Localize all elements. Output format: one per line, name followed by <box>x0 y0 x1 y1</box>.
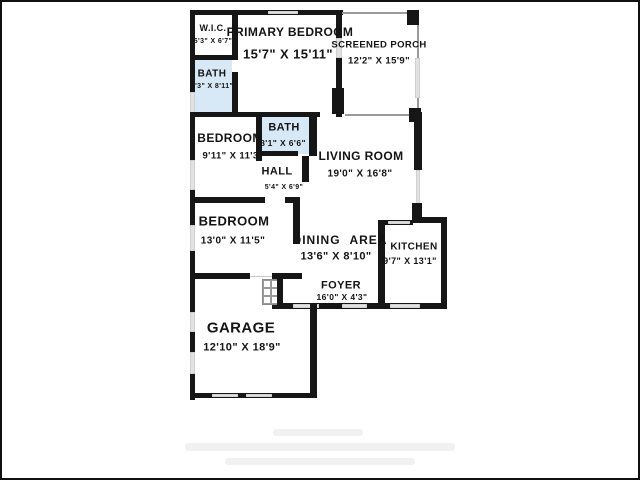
window <box>416 170 420 205</box>
room-label-living-room <box>318 150 403 164</box>
wall <box>190 197 265 203</box>
watermark-line <box>273 429 363 436</box>
room-name: FOYER <box>321 279 361 292</box>
room-label-bedroom-front <box>199 215 270 230</box>
room-dims-bedroom-front <box>201 235 265 247</box>
room-dims: 13'6" X 8'10" <box>300 250 372 263</box>
room-dims-primary-bedroom <box>243 48 333 63</box>
room-label-hall <box>262 166 293 179</box>
room-label-wic <box>200 23 227 33</box>
room-label-bedroom-middle <box>197 132 262 146</box>
room-dims-screened-porch <box>348 57 410 68</box>
window <box>268 11 298 14</box>
room-dims: 16'0" X 4'3" <box>316 292 368 303</box>
room-dims-hall <box>265 184 304 192</box>
room-label-dining-area <box>293 234 388 248</box>
room-name: BEDROOM <box>198 213 270 229</box>
room-name: SCREENED PORCH <box>331 39 427 51</box>
wall <box>310 303 317 398</box>
room-label-kitchen <box>390 241 437 253</box>
room-name: PRIMARY BEDROOM <box>226 25 354 40</box>
room-name: BATH <box>197 68 227 80</box>
wall <box>441 217 447 309</box>
room-dims: 19'0" X 16'8" <box>327 168 393 180</box>
door-opening <box>250 276 272 277</box>
front-door <box>342 304 367 308</box>
window <box>388 221 410 224</box>
room-dims: 15'7" X 15'11" <box>243 46 333 62</box>
room-dims-bedroom-middle <box>203 152 264 163</box>
wall <box>190 10 343 15</box>
room-label-bath-hall <box>268 122 299 135</box>
watermark-line <box>225 458 415 465</box>
window <box>415 58 420 98</box>
room-dims-living-room <box>327 168 392 180</box>
room-dims: 9'7" X 13'1" <box>383 255 437 266</box>
room-name: BEDROOM <box>197 131 263 146</box>
window <box>190 312 195 332</box>
room-dims: 5'4" X 6'9" <box>264 183 304 191</box>
room-dims: 9'11" X 11'3" <box>202 150 264 162</box>
garage-door <box>246 394 272 397</box>
room-name: LIVING ROOM <box>318 149 404 164</box>
wall <box>414 112 422 170</box>
window <box>190 160 195 190</box>
wall <box>309 112 317 156</box>
room-name: HALL <box>261 165 293 178</box>
window <box>190 225 195 251</box>
room-dims: 6'3" X 8'11" <box>190 82 234 90</box>
porch-screen-wall <box>342 12 416 14</box>
room-label-bath-primary <box>198 68 227 80</box>
room-dims-dining-area <box>300 251 371 264</box>
window <box>190 352 195 374</box>
wall <box>190 273 250 279</box>
room-dims-kitchen <box>383 256 437 266</box>
room-name: KITCHEN <box>390 241 438 253</box>
window <box>390 304 420 308</box>
wall <box>232 72 238 117</box>
room-dims: 13'0" X 11'5" <box>200 235 266 247</box>
room-name: W.I.C. <box>199 22 227 33</box>
porch-post <box>407 10 419 25</box>
room-name: DINING AREA <box>292 233 388 248</box>
room-label-primary-bedroom <box>227 26 354 40</box>
room-dims: 12'2" X 15'9" <box>347 55 411 67</box>
room-label-screened-porch <box>331 41 426 52</box>
room-dims-bath-hall <box>260 139 306 149</box>
room-dims: 12'10" X 18'9" <box>203 341 281 354</box>
room-name: GARAGE <box>206 319 276 337</box>
room-dims-bath-primary <box>191 83 233 91</box>
wall <box>332 88 344 114</box>
room-label-garage <box>207 319 275 336</box>
wall <box>302 156 309 182</box>
room-name: BATH <box>268 121 300 134</box>
watermark-line <box>185 443 455 451</box>
garage-door <box>212 394 238 397</box>
room-label-foyer <box>321 280 361 293</box>
porch-screen-wall <box>345 114 409 116</box>
room-dims-garage <box>203 342 281 355</box>
room-dims: 8'1" X 6'6" <box>260 138 306 149</box>
room-dims: 6'3" X 6'7" <box>193 37 233 45</box>
room-dims-foyer <box>317 293 368 303</box>
wall <box>277 279 283 309</box>
